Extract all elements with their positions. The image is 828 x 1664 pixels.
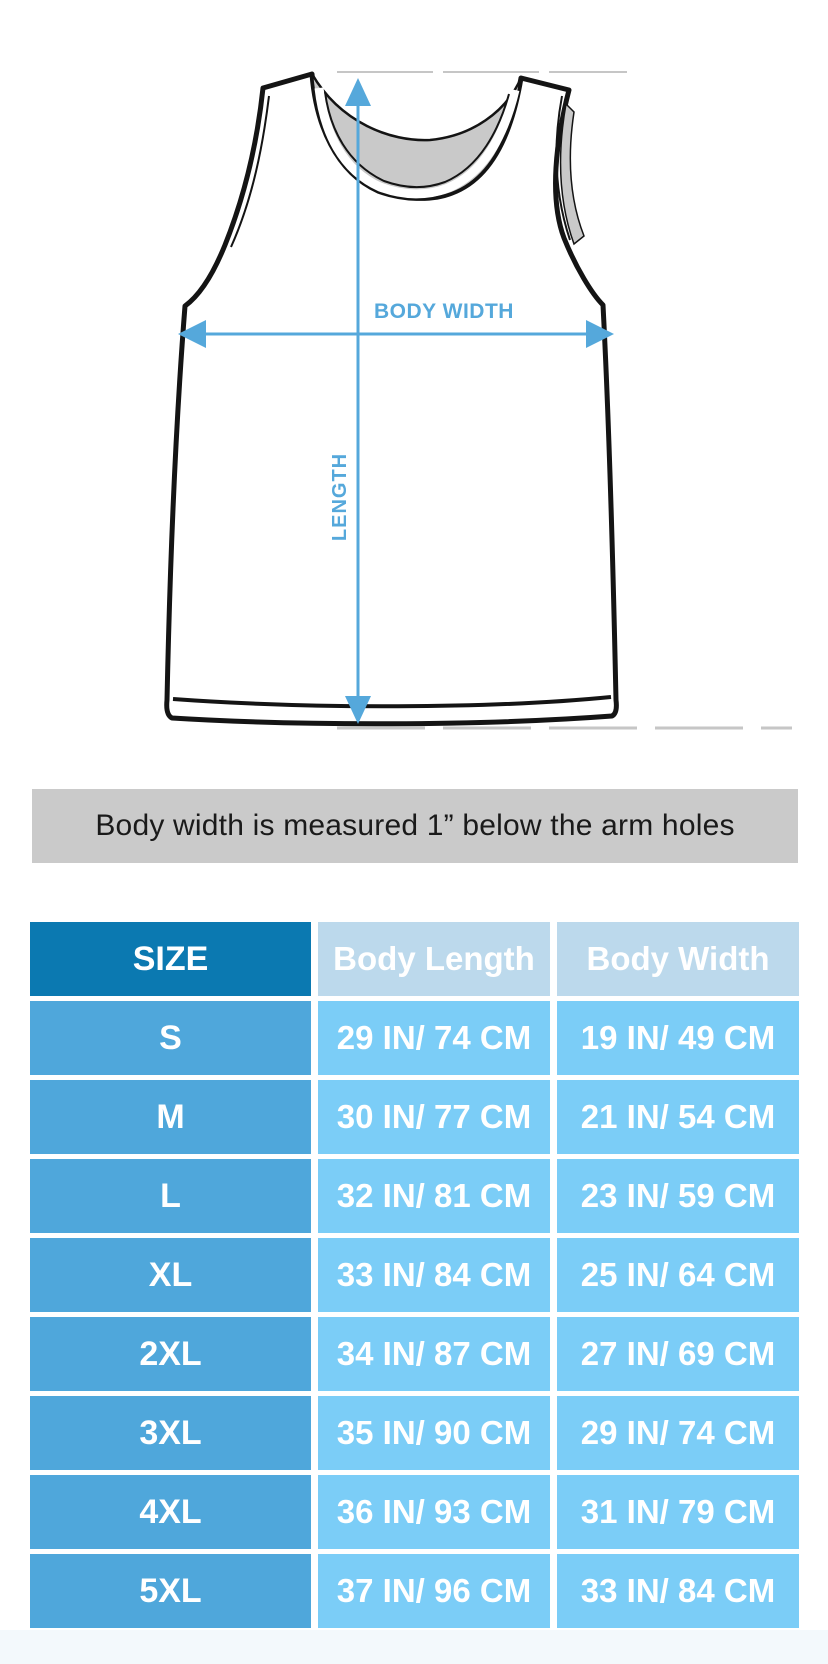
body-width-cell: 33 IN/ 84 CM: [557, 1554, 799, 1628]
size-cell: XL: [30, 1238, 311, 1312]
note-text: Body width is measured 1” below the arm holes: [95, 809, 735, 842]
body-width-cell: 31 IN/ 79 CM: [557, 1475, 799, 1549]
size-cell: 3XL: [30, 1396, 311, 1470]
page-background-strip: [0, 1630, 828, 1664]
size-cell: L: [30, 1159, 311, 1233]
column-header-body-length: Body Length: [318, 922, 550, 996]
size-table: [30, 922, 800, 1628]
size-cell: S: [30, 1001, 311, 1075]
size-cell: 5XL: [30, 1554, 311, 1628]
body-width-cell: 29 IN/ 74 CM: [557, 1396, 799, 1470]
body-width-cell: 25 IN/ 64 CM: [557, 1238, 799, 1312]
body-length-cell: 35 IN/ 90 CM: [318, 1396, 550, 1470]
size-cell: 2XL: [30, 1317, 311, 1391]
size-diagram: [0, 0, 828, 770]
column-header-body-width: Body Width: [557, 922, 799, 996]
body-width-cell: 27 IN/ 69 CM: [557, 1317, 799, 1391]
body-length-cell: 29 IN/ 74 CM: [318, 1001, 550, 1075]
note-banner: [32, 789, 798, 863]
body-length-cell: 34 IN/ 87 CM: [318, 1317, 550, 1391]
body-length-cell: 37 IN/ 96 CM: [318, 1554, 550, 1628]
body-width-label: BODY WIDTH: [374, 300, 514, 323]
body-width-cell: 23 IN/ 59 CM: [557, 1159, 799, 1233]
body-width-cell: 21 IN/ 54 CM: [557, 1080, 799, 1154]
tank-top-illustration: [0, 0, 828, 770]
size-cell: 4XL: [30, 1475, 311, 1549]
body-length-cell: 36 IN/ 93 CM: [318, 1475, 550, 1549]
size-cell: M: [30, 1080, 311, 1154]
body-length-cell: 32 IN/ 81 CM: [318, 1159, 550, 1233]
body-length-cell: 30 IN/ 77 CM: [318, 1080, 550, 1154]
body-width-cell: 19 IN/ 49 CM: [557, 1001, 799, 1075]
length-label: LENGTH: [329, 452, 351, 542]
body-length-cell: 33 IN/ 84 CM: [318, 1238, 550, 1312]
column-header-size: SIZE: [30, 922, 311, 996]
